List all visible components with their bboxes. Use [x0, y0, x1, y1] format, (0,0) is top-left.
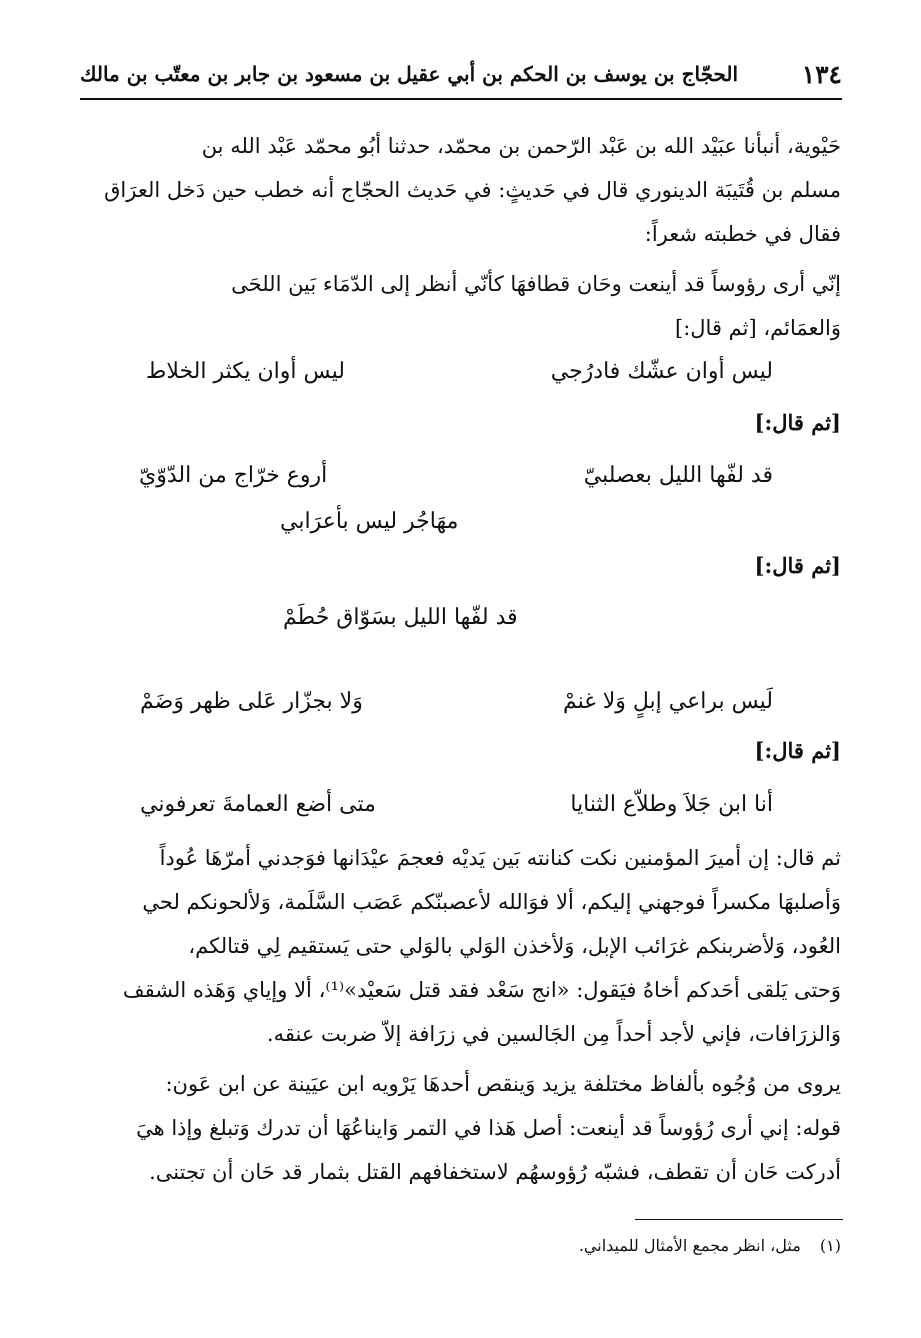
- footnote-divider: [635, 1219, 843, 1220]
- footnote: [579, 1236, 841, 1255]
- verse-3: قد لفّها الليل بسَوّاق حُطَمْ: [283, 605, 518, 630]
- intro-line-1: حَيْوية، أنبأنا عبَيْد الله بن عَبْد الرّحمن بن محمّد، حدثنا أبُو محمّد عَبْد الله بن: [201, 134, 841, 158]
- speech-paragraph-2: [79, 836, 841, 1056]
- speech-line-1: إنّي أرى رؤوساً قد أينعت وحَان قطافهَا كأنّي أنظر إلى الدّمَاء بَين اللحَى: [231, 272, 841, 296]
- verse-4-left-hemistich: وَلا بجزّار عَلى ظهر وَضَمْ: [140, 689, 363, 714]
- verse-5-right-hemistich: أنا ابن جَلاَ وطلاّع الثنايا: [570, 792, 773, 817]
- verse-1-left-hemistich: ليس أوان يكثر الخلاط: [146, 359, 345, 384]
- then-said-marker-2: [ثم قال:]: [754, 553, 841, 578]
- running-title: الحجّاج بن يوسف بن الحكم بن أبي عقيل بن مسعود بن جابر بن معتّب بن مالك: [80, 62, 739, 86]
- commentary-line-2: قوله: إني أرى رُؤوساً قد أينعت: أصل هَذا في التمر وَايناعُهَا أن تدرك وَتبلغ وإذا هيَ: [136, 1116, 841, 1140]
- speech-line-2: وَالعمَائم، [ثم قال:]: [675, 316, 841, 340]
- speech2-line-4: وَحتى يَلقى أحَدكم أخاهُ فيَقول: «انج سَعْد فقد قتل سَعيْد»⁽¹⁾، ألا وإياي وَهَذه الشقف: [122, 978, 841, 1002]
- page-header: [80, 56, 842, 100]
- speech-paragraph-1: [79, 262, 841, 350]
- verse-2-third-hemistich: مهَاجُر ليس بأعرَابي: [280, 509, 459, 534]
- speech2-line-5: وَالزرَافات، فإني لأجد أحداً مِن الجَالسين في زرَافة إلاّ ضربت عنقه.: [266, 1022, 841, 1046]
- verse-1-right-hemistich: ليس أوان عشّك فادرُجي: [550, 359, 773, 384]
- verse-2-right-hemistich: قد لفّها الليل بعصلبيّ: [583, 463, 773, 488]
- page-number: ١٣٤: [801, 60, 842, 89]
- footnote-number: (١): [819, 1236, 841, 1255]
- then-said-marker-3: [ثم قال:]: [754, 738, 841, 763]
- verse-5-left-hemistich: متى أضع العمامةَ تعرفوني: [140, 792, 376, 817]
- intro-line-3: فقال في خطبته شعراً:: [644, 222, 841, 246]
- intro-line-2: مسلم بن قُتَيبَة الدينوري قال في حَديثٍ: في حَديث الحجّاج أنه خطب حين دَخل العرَاق: [104, 178, 841, 202]
- commentary-line-3: أدركت حَان أن تقطف، فشبّه رُؤوسهُم لاستخفافهم القتل بثمار قد حَان أن تجتنى.: [149, 1160, 841, 1184]
- footnote-text: مثل، انظر مجمع الأمثال للميداني.: [578, 1236, 801, 1255]
- then-said-marker-1: [ثم قال:]: [754, 410, 841, 435]
- verse-4-right-hemistich: لَيس براعي إبلٍ وَلا غنمْ: [562, 689, 773, 714]
- speech2-line-3: العُود، وَلأضربنكم غرَائب الإبل، وَلأخذن الوَلي بالوَلي حتى يَستقيم لِي قتالكم،: [188, 934, 841, 958]
- speech2-line-2: وَأصلبهَا مكسراً فوجهني إليكم، ألا فوَالله لأعصبنّكم عَصَب السَّلَمة، وَلألحونكم لحي: [142, 890, 841, 914]
- commentary-paragraph: [79, 1062, 841, 1194]
- speech2-line-1: ثم قال: إن أميرَ المؤمنين نكت كنانته بَين يَديْه فعجمَ عيْدَانها فوَجدني أمرّهَا عُوداً: [159, 846, 841, 870]
- verse-2-left-hemistich: أروع خرّاج من الدّوّيّ: [139, 463, 328, 488]
- commentary-line-1: يروى من وُجُوه بألفاظ مختلفة يزيد وَينقص أحدهَا يَرْويه ابن عيَينة عن ابن عَون:: [165, 1072, 841, 1096]
- intro-paragraph: [79, 124, 841, 256]
